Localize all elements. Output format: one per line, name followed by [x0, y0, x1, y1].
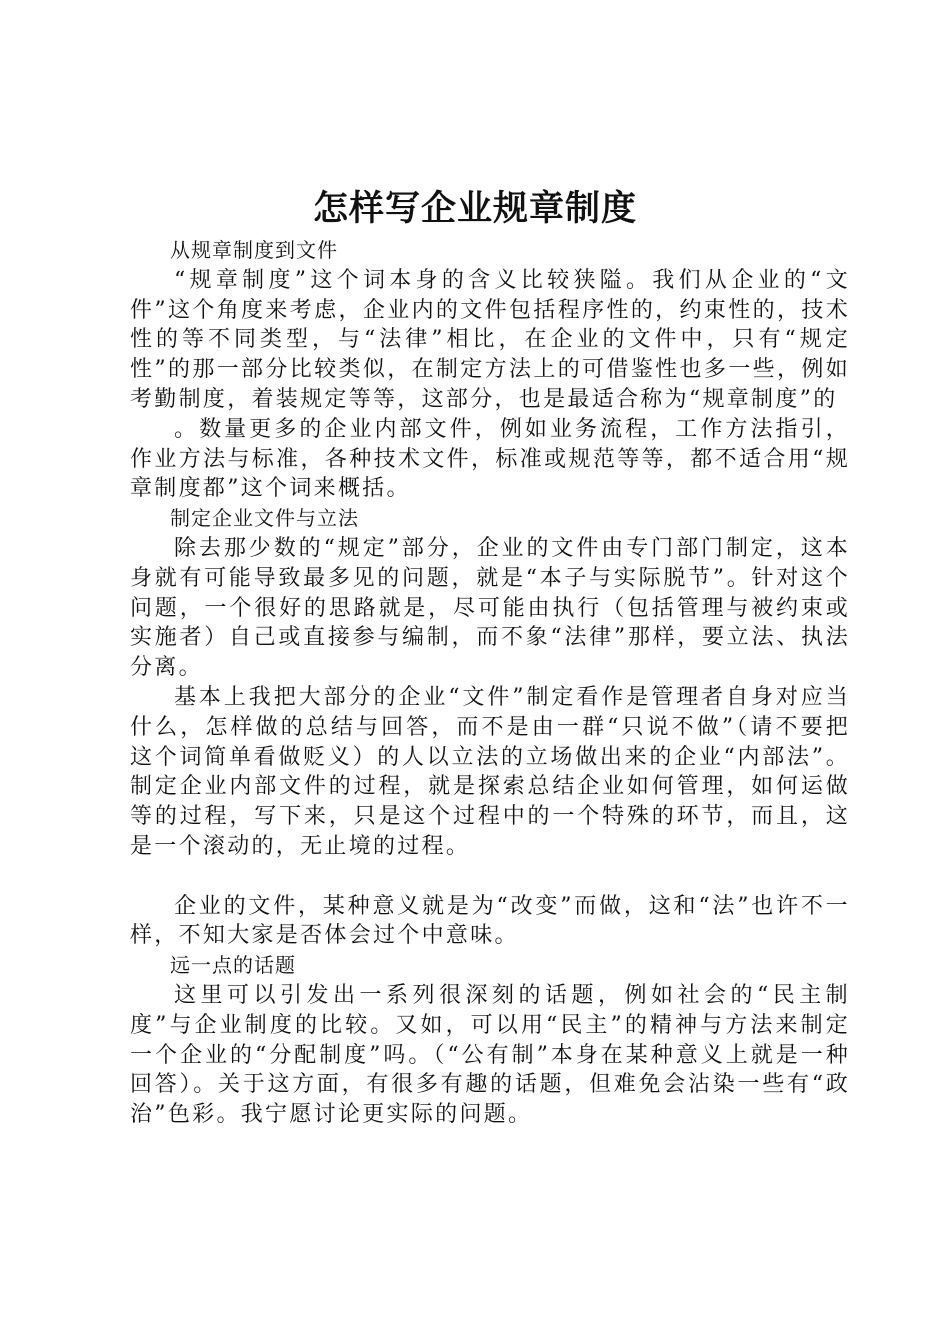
paragraph: 除去那少数的“规定”部分，企业的文件由专门部门制定，这本身就有可能导致最多见的问题，就是“本子与实际脱节”。针对这个问题，一个很好的思路就是，尽可能由执行（包括管理与被约束或实施者）自己或直接参与编制，而不象“法律”那样，要立法、执法分离。	[130, 535, 850, 681]
document-title: 怎样写企业规章制度	[312, 188, 637, 229]
section-heading: 从规章制度到文件	[170, 238, 338, 262]
section-heading: 制定企业文件与立法	[170, 506, 359, 531]
blank-line	[130, 862, 850, 892]
paragraph: 基本上我把大部分的企业“文件”制定看作是管理者自身对应当什么，怎样做的总结与回答，而不是由一群“只说不做”（请不要把这个词简单看做贬义）的人以立法的立场做出来的企业“内部法”。制定企业内部文件的过程，就是探索总结企业如何管理，如何运做等的过程，写下来，只是这个过程中的一个特殊的环节，而且，这是一个滚动的，无止境的过程。	[130, 684, 850, 859]
document-body	[130, 236, 850, 1130]
paragraph: “规章制度”这个词本身的含义比较狭隘。我们从企业的“文件”这个角度来考虑，企业内的文件包括程序性的，约束性的，技术性的等不同类型，与“法律”相比，在企业的文件中，只有“规定性”的那一部分比较类似，在制定方法上的可借鉴性也多一些，例如考勤制度，着装规定等等，这部分，也是最适合称为“规章制度”的	[130, 267, 850, 412]
paragraph: 企业的文件，某种意义就是为“改变”而做，这和“法”也许不一样，不知大家是否体会过个中意味。	[130, 893, 850, 949]
section-heading: 远一点的话题	[170, 953, 296, 978]
paragraph: 这里可以引发出一系列很深刻的话题，例如社会的“民主制度”与企业制度的比较。又如，可以用“民主”的精神与方法来制定一个企业的“分配制度”吗。（“公有制”本身在某种意义上就是一种回答）。关于这方面，有很多有趣的话题，但难免会沾染一些有“政治”色彩。我宁愿讨论更实际的问题。	[130, 982, 850, 1128]
paragraph: 。数量更多的企业内部文件，例如业务流程，工作方法指引，作业方法与标准，各种技术文件，标准或规范等等，都不适合用“规章制度都”这个词来概括。	[130, 416, 850, 502]
